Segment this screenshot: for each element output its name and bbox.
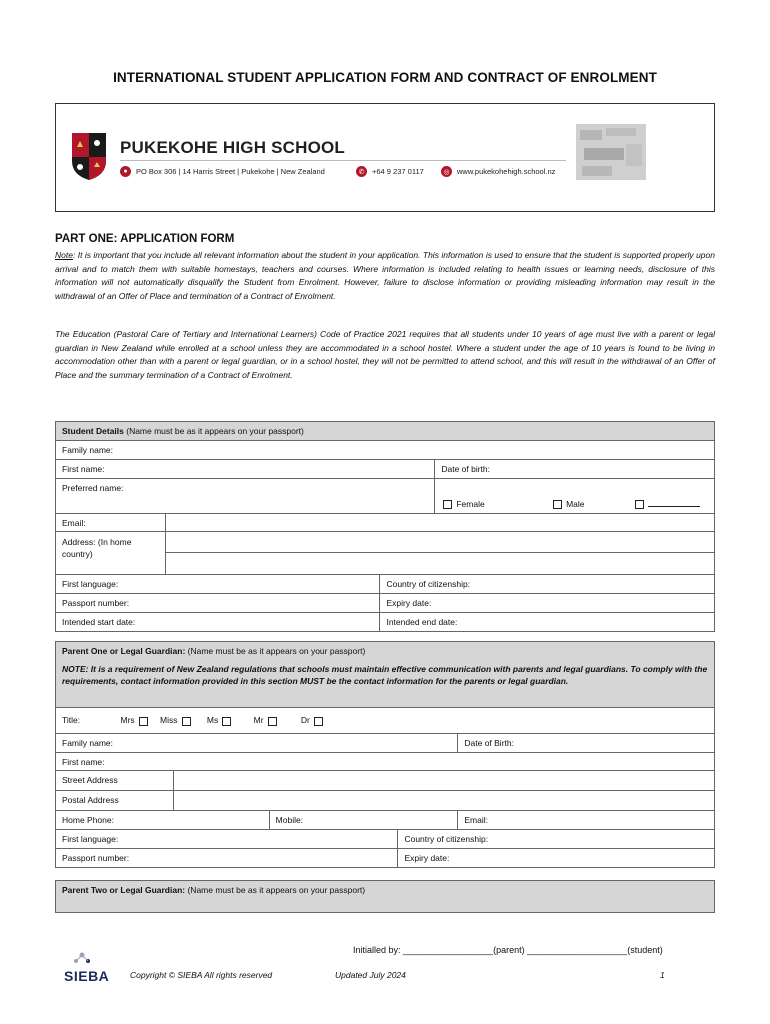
address-text: PO Box 306 | 14 Harris Street | Pukekohe | New Zealand — [136, 167, 325, 176]
parent-two-table — [55, 880, 715, 913]
note-label: Note — [55, 250, 73, 260]
code-of-practice-paragraph: The Education (Pastoral Care of Tertiary and International Learners) Code of Practice 2021 requires that all students under 10 years of age must live with a parent or legal guardian in New Zealand while enrolled at a school unless they are accommodated in a school hostel. Where a student under the age of 10 years is found to be living in accommodation other than with a parent or legal guardian, or in a school hostel, they will not be permitted to attend school, and this will result in the withdrawal of an Offer of Place and the summary termination of a Contract of Enrolment. — [55, 329, 715, 380]
female-checkbox[interactable] — [443, 500, 452, 509]
sieba-logo-text: SIEBA — [64, 968, 110, 984]
globe-icon: ◎ — [441, 166, 452, 177]
student-details-header: Student Details (Name must be as it appears on your passport) — [56, 422, 715, 441]
student-email-label: Email: — [56, 514, 166, 532]
parent-expiry-field[interactable]: Expiry date: — [398, 849, 715, 868]
school-name: PUKEKOHE HIGH SCHOOL — [120, 138, 346, 157]
parent-email-field[interactable]: Email: — [458, 811, 715, 830]
student-citizenship-field[interactable]: Country of citizenship: — [380, 575, 715, 594]
updated-date: Updated July 2024 — [335, 970, 406, 980]
document-title: INTERNATIONAL STUDENT APPLICATION FORM AND CONTRACT OF ENROLMENT — [113, 70, 657, 85]
miss-checkbox[interactable] — [182, 717, 191, 726]
student-preferred-name-field[interactable]: Preferred name: — [56, 479, 435, 514]
parent-one-table — [55, 641, 715, 868]
parent-one-note: NOTE: It is a requirement of New Zealand regulations that schools must maintain effective communication with parents and legal guardians. To comply with the requirements, contact information provided in this section MUST be the contact information for the parents or legal guardian. — [62, 664, 708, 686]
parent-citizenship-field[interactable]: Country of citizenship: — [398, 830, 715, 849]
dr-checkbox[interactable] — [314, 717, 323, 726]
student-dob-field[interactable]: Date of birth: — [435, 460, 715, 479]
website-text: www.pukekohehigh.school.nz — [457, 167, 556, 176]
phone-text: +64 9 237 0117 — [372, 167, 424, 176]
parent-mobile-field[interactable]: Mobile: — [269, 811, 458, 830]
parent-family-name-field[interactable]: Family name: — [56, 734, 458, 753]
student-address-line-1[interactable] — [165, 532, 714, 553]
phone-icon: ✆ — [356, 166, 367, 177]
student-family-name-field[interactable]: Family name: — [56, 441, 715, 460]
other-gender-checkbox[interactable] — [635, 500, 644, 509]
mr-checkbox[interactable] — [268, 717, 277, 726]
parent-postal-label: Postal Address — [56, 791, 174, 811]
ms-checkbox[interactable] — [222, 717, 231, 726]
note-text: : It is important that you include all relevant information about the student in your application. This information is used to ensure that the student is supported properly upon arrival and to match them with suitable homestays, teachers and courses. Where information is included relating to health issues or learning needs, disclosure of this information will not automatically disqualify the Student from Enrolment. However, failure to disclose information or providing misleading information may result in the withdrawal of an Offer of Place and termination of a Contract of Enrolment. — [55, 250, 715, 301]
other-gender-blank[interactable] — [648, 498, 700, 507]
parent-street-input[interactable] — [173, 771, 714, 791]
phone-contact — [356, 166, 424, 177]
student-address-label: Address: (In home country) — [56, 532, 166, 575]
parent-postal-input[interactable] — [173, 791, 714, 811]
student-first-name-field[interactable]: First name: — [56, 460, 435, 479]
crest-icon — [70, 131, 108, 181]
male-checkbox[interactable] — [553, 500, 562, 509]
page-number: 1 — [660, 970, 665, 980]
mrs-checkbox[interactable] — [139, 717, 148, 726]
address-contact — [120, 166, 325, 177]
parent-one-header: Parent One or Legal Guardian: (Name must be as it appears on your passport) NOTE: It is a requirement of New Zealand regulations that schools must maintain effective communication with parents and legal guardians. To comply with the requirements, contact information provided in this section MUST be the contact information for the parents or legal guardian. — [56, 642, 715, 708]
student-details-table — [55, 421, 715, 632]
part-one-heading: PART ONE: APPLICATION FORM — [55, 233, 235, 245]
student-start-date-field[interactable]: Intended start date: — [56, 613, 380, 632]
school-banner — [55, 103, 715, 212]
parent-passport-field[interactable]: Passport number: — [56, 849, 398, 868]
student-email-input[interactable] — [165, 514, 714, 532]
student-expiry-field[interactable]: Expiry date: — [380, 594, 715, 613]
parent-first-language-field[interactable]: First language: — [56, 830, 398, 849]
parent-title-options: Title: Mrs Miss Ms Mr Dr — [56, 708, 715, 734]
student-end-date-field[interactable]: Intended end date: — [380, 613, 715, 632]
student-first-language-field[interactable]: First language: — [56, 575, 380, 594]
student-address-line-2[interactable] — [165, 553, 714, 575]
parent-two-header: Parent Two or Legal Guardian: (Name must be as it appears on your passport) — [56, 881, 715, 913]
website-contact — [441, 166, 555, 177]
student-gender-options: Female Male — [435, 479, 715, 514]
location-pin-icon: ● — [120, 166, 131, 177]
note-paragraph — [55, 249, 715, 303]
copyright-text: Copyright © SIEBA All rights reserved — [130, 970, 273, 980]
parent-dob-field[interactable]: Date of Birth: — [458, 734, 715, 753]
parent-street-label: Street Address — [56, 771, 174, 791]
parent-home-phone-field[interactable]: Home Phone: — [56, 811, 270, 830]
student-passport-field[interactable]: Passport number: — [56, 594, 380, 613]
parent-first-name-field[interactable]: First name: — [56, 753, 715, 771]
school-aerial-photo — [576, 124, 646, 180]
initialled-by-line[interactable]: Initialled by: __________________(parent) ____________________(student) — [353, 945, 663, 955]
banner-divider — [120, 160, 566, 161]
